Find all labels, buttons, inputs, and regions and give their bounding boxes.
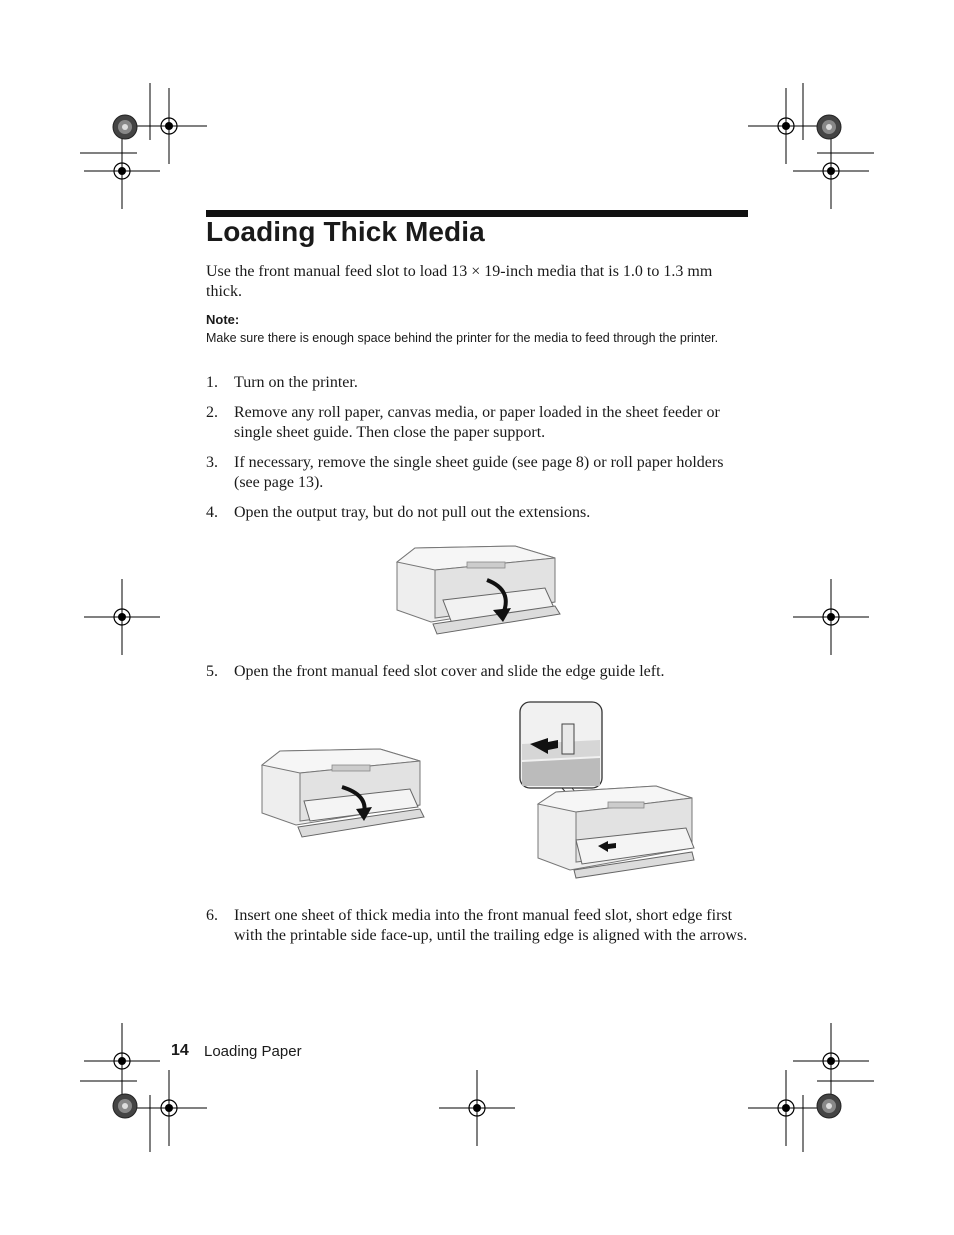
step-number: 2. [206, 404, 218, 421]
printer-feed-slot-cover-illustration [260, 743, 425, 843]
step-text: If necessary, remove the single sheet guide (see page 8) or roll paper holders (see page 13). [234, 454, 724, 491]
registration-mark-icon [439, 1070, 515, 1146]
registration-mark-icon [131, 88, 207, 164]
registration-mark-icon [748, 1070, 824, 1146]
note-text: Make sure there is enough space behind the printer for the media to feed through the printer. [206, 331, 719, 345]
registration-mark-icon [793, 133, 869, 209]
step-1 [206, 373, 751, 393]
registration-mark-icon [793, 1023, 869, 1099]
page-title: Loading Thick Media [206, 216, 485, 247]
intro-paragraph: Use the front manual feed slot to load 13 × 19-inch media that is 1.0 to 1.3 mm thick. [206, 263, 713, 300]
step-number: 1. [206, 374, 218, 391]
registration-mark-icon [84, 133, 160, 209]
color-bar-rosette-icon [817, 115, 841, 139]
printer-output-tray-illustration [395, 540, 565, 640]
registration-mark-icon [84, 579, 160, 655]
edge-guide-illustration [518, 700, 698, 880]
step-6 [206, 906, 751, 946]
color-bar-rosette-icon [113, 1094, 137, 1118]
step-text: Open the output tray, but do not pull out the extensions. [234, 504, 591, 521]
registration-mark-icon [748, 88, 824, 164]
step-text: Remove any roll paper, canvas media, or paper loaded in the sheet feeder or single sheet guide. Then close the paper support. [234, 404, 720, 441]
step-text: Open the front manual feed slot cover and slide the edge guide left. [234, 663, 665, 680]
step-3 [206, 453, 751, 493]
step-2 [206, 403, 751, 443]
step-5 [206, 662, 751, 682]
note-label: Note: [206, 312, 240, 327]
step-number: 5. [206, 663, 218, 680]
step-number: 3. [206, 454, 218, 471]
registration-mark-icon [131, 1070, 207, 1146]
registration-mark-icon [793, 579, 869, 655]
step-4 [206, 503, 751, 523]
page-number: 14 [171, 1042, 189, 1059]
color-bar-rosette-icon [113, 115, 137, 139]
step-number: 4. [206, 504, 218, 521]
color-bar-rosette-icon [817, 1094, 841, 1118]
step-text: Turn on the printer. [234, 374, 358, 391]
footer-section-title: Loading Paper [204, 1043, 302, 1060]
step-text: Insert one sheet of thick media into the front manual feed slot, short edge first with the printable side face-up, until the trailing edge is aligned with the arrows. [234, 907, 748, 944]
step-number: 6. [206, 907, 218, 924]
registration-mark-icon [84, 1023, 160, 1099]
